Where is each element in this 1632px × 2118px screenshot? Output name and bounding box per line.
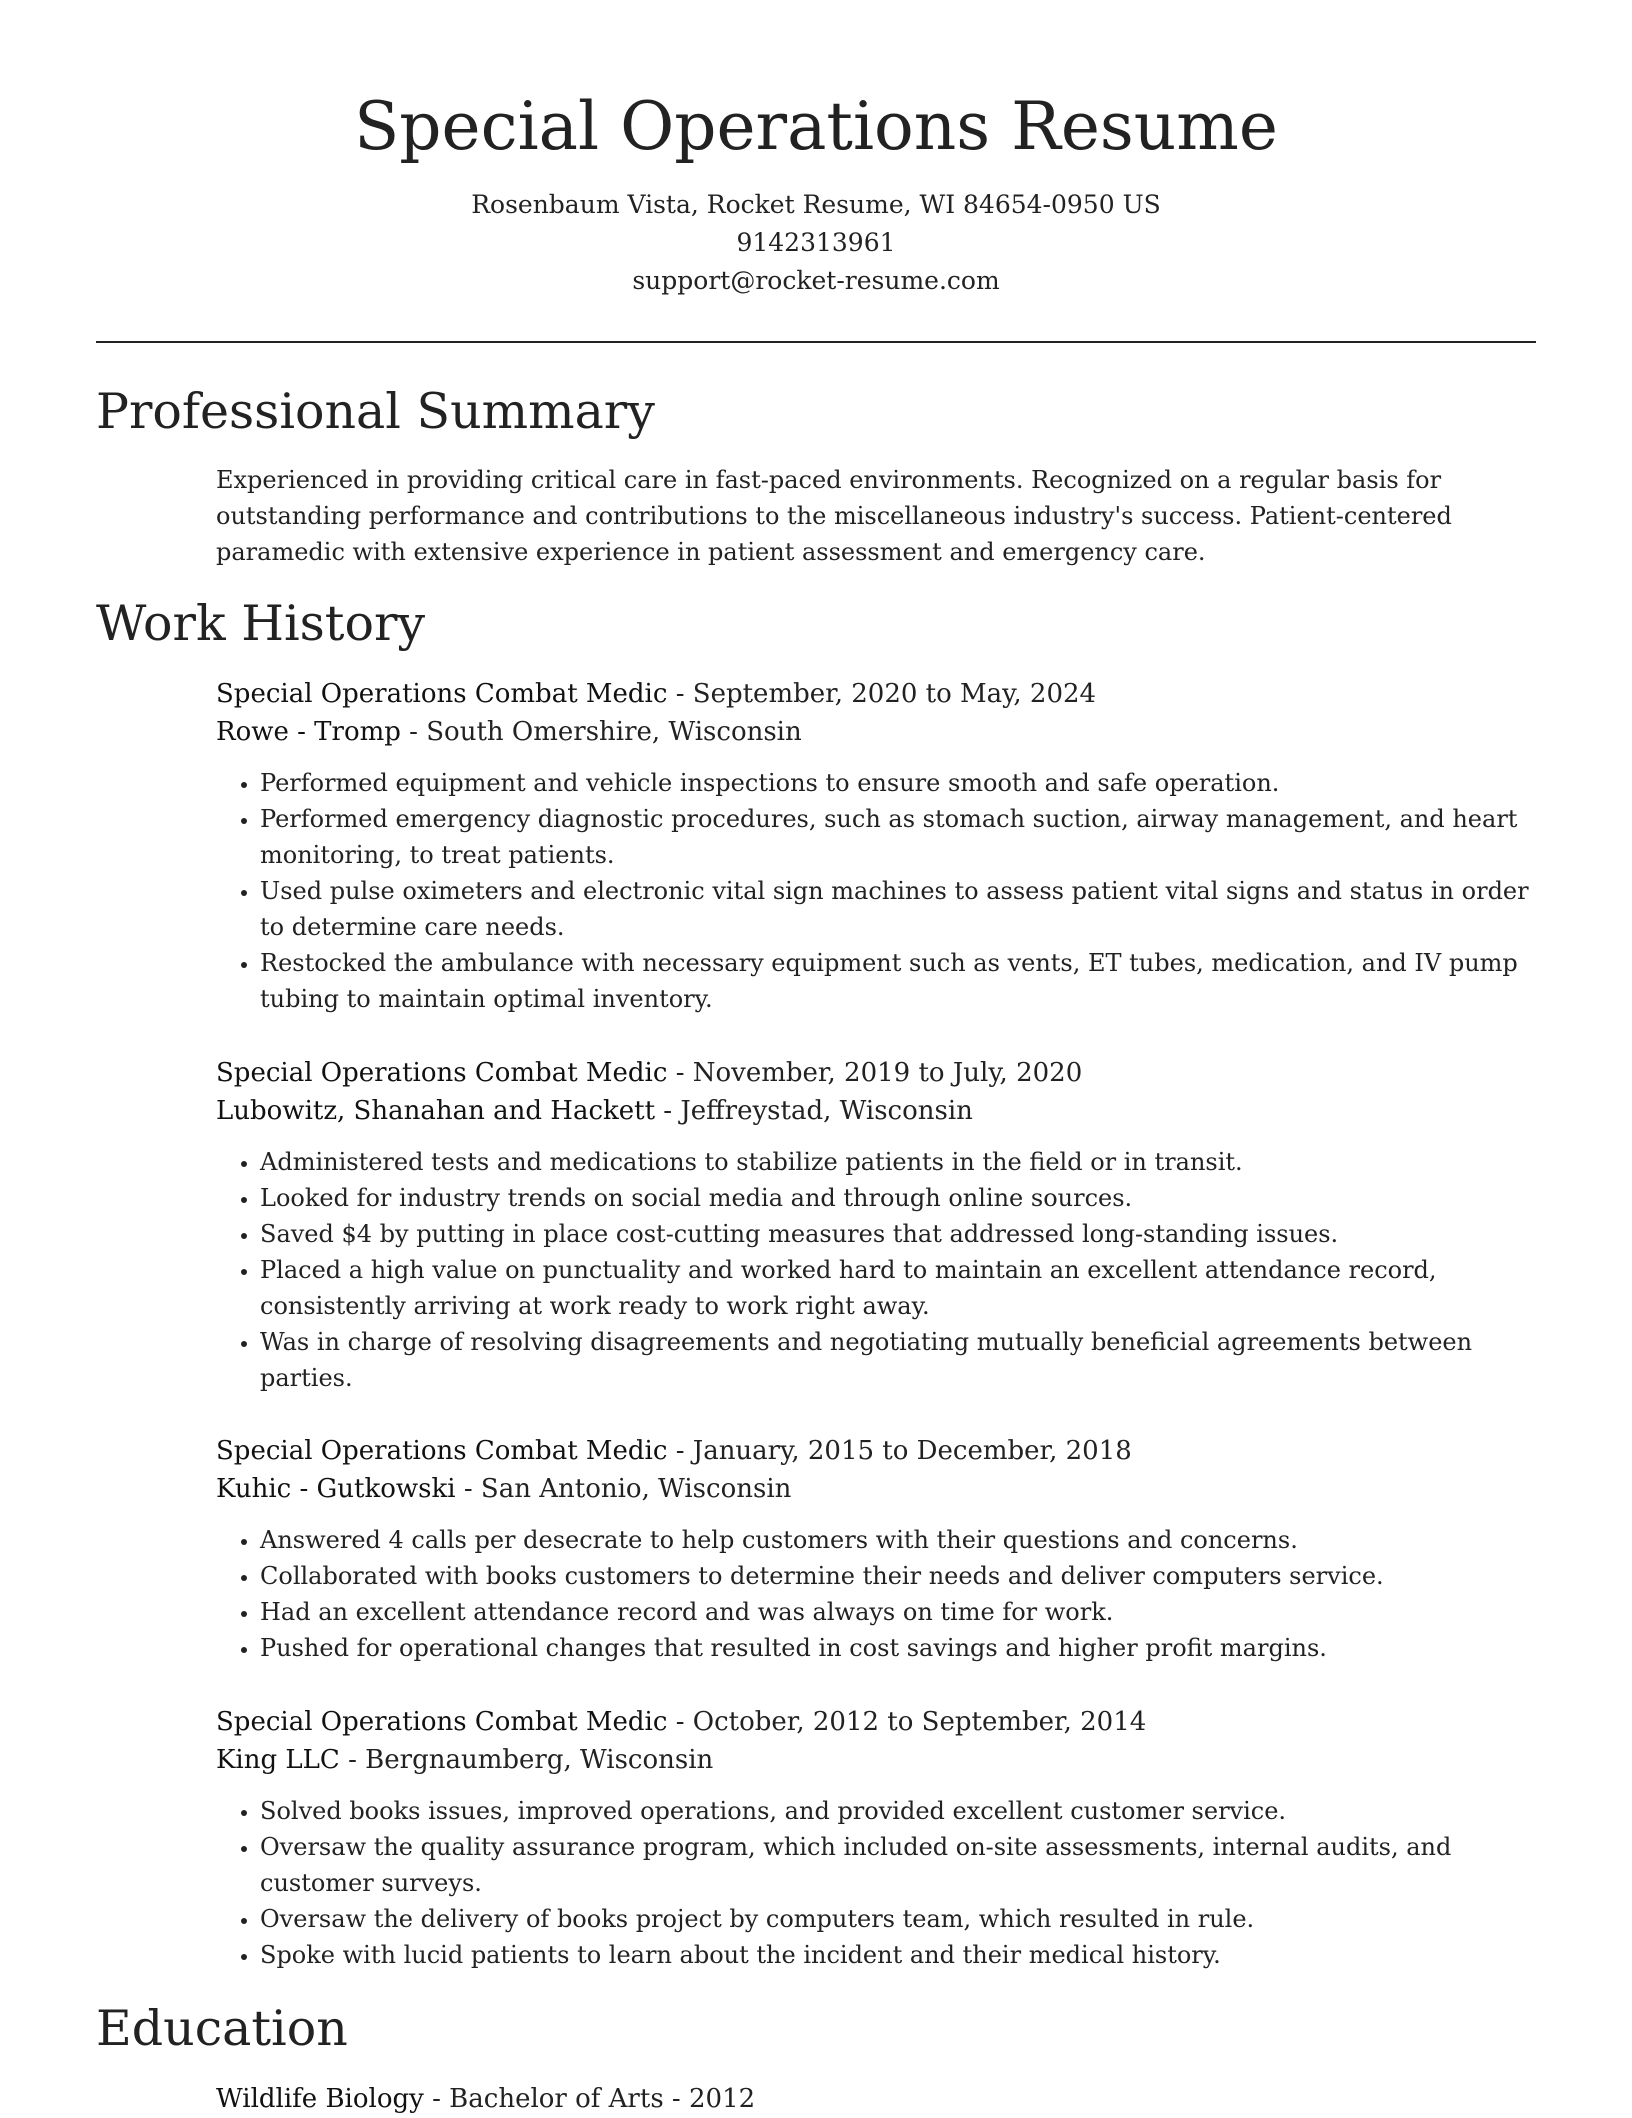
job-bullets — [216, 1793, 1536, 1973]
separator: - — [667, 1707, 693, 1737]
list-item: • Had an excellent attendance record and was always on time for work. — [260, 1594, 1536, 1630]
job-bullets — [216, 1522, 1536, 1666]
list-item: • Collaborated with books customers to determine their needs and deliver computers service. — [260, 1558, 1536, 1594]
list-item: • Performed equipment and vehicle inspections to ensure smooth and safe operation. — [260, 765, 1536, 801]
job-dates: January, 2015 to December, 2018 — [692, 1436, 1132, 1466]
job-title-line — [216, 1703, 1536, 1741]
list-item: • Spoke with lucid patients to learn about the incident and their medical history. — [260, 1937, 1536, 1973]
list-item: • Looked for industry trends on social media and through online sources. — [260, 1180, 1536, 1216]
job-location: San Antonio, Wisconsin — [480, 1474, 792, 1504]
job-entry — [216, 675, 1536, 1017]
list-item: • Used pulse oximeters and electronic vital sign machines to assess patient vital signs and status in order to determine care needs. — [260, 873, 1536, 945]
job-bullets — [216, 1144, 1536, 1396]
list-item: • Was in charge of resolving disagreements and negotiating mutually beneficial agreements between parties. — [260, 1324, 1536, 1396]
list-item: • Administered tests and medications to stabilize patients in the field or in transit. — [260, 1144, 1536, 1180]
summary-heading: Professional Summary — [96, 383, 655, 440]
job-title-line — [216, 1054, 1536, 1092]
separator: - — [655, 1096, 681, 1126]
separator: - — [455, 1474, 481, 1504]
separator: - — [667, 1436, 693, 1466]
job-dates: September, 2020 to May, 2024 — [692, 679, 1097, 709]
job-location: South Omershire, Wisconsin — [426, 717, 802, 747]
education-degree: Bachelor of Arts — [449, 2084, 664, 2114]
job-title: Special Operations Combat Medic — [216, 679, 668, 709]
list-item: • Performed emergency diagnostic procedures, such as stomach suction, airway management, and heart monitoring, to treat patients. — [260, 801, 1536, 873]
header-divider — [96, 341, 1536, 343]
job-title-line — [216, 1432, 1536, 1470]
job-title: Special Operations Combat Medic — [216, 1707, 668, 1737]
work-history-heading: Work History — [96, 595, 426, 652]
job-title: Special Operations Combat Medic — [216, 1436, 668, 1466]
separator: - — [663, 2084, 689, 2114]
job-company-line — [216, 1741, 1536, 1779]
separator: - — [339, 1745, 366, 1775]
list-item: • Solved books issues, improved operations, and provided excellent customer service. — [260, 1793, 1536, 1829]
list-item: • Answered 4 calls per desecrate to help customers with their questions and concerns. — [260, 1522, 1536, 1558]
job-dates: November, 2019 to July, 2020 — [692, 1058, 1083, 1088]
job-entry — [216, 1432, 1536, 1666]
job-title-line — [216, 675, 1536, 713]
job-entry — [216, 1054, 1536, 1396]
list-item: • Oversaw the delivery of books project by computers team, which resulted in rule. — [260, 1901, 1536, 1937]
email-text: support@rocket-resume.com — [632, 266, 1000, 295]
education-entry — [216, 2080, 755, 2118]
list-item: • Pushed for operational changes that resulted in cost savings and higher profit margins. — [260, 1630, 1536, 1666]
job-company: Rowe - Tromp — [216, 717, 401, 747]
list-item: • Saved $4 by putting in place cost-cutting measures that addressed long-standing issues. — [260, 1216, 1536, 1252]
separator: - — [667, 1058, 693, 1088]
page-title: Special Operations Resume — [354, 88, 1278, 165]
job-location: Jeffreystad, Wisconsin — [680, 1096, 973, 1126]
job-entry — [216, 1703, 1536, 1973]
job-title: Special Operations Combat Medic — [216, 1058, 668, 1088]
job-company-line — [216, 713, 1536, 751]
list-item: • Placed a high value on punctuality and worked hard to maintain an excellent attendance record, consistently arriving at work ready to work right away. — [260, 1252, 1536, 1324]
phone-text: 9142313961 — [736, 228, 896, 257]
education-heading: Education — [96, 2000, 348, 2057]
job-company: Lubowitz, Shanahan and Hackett — [216, 1096, 656, 1126]
resume-header — [0, 0, 1632, 300]
job-dates: October, 2012 to September, 2014 — [692, 1707, 1147, 1737]
job-company-line — [216, 1470, 1536, 1508]
separator: - — [400, 717, 427, 747]
address-text: Rosenbaum Vista, Rocket Resume, WI 84654-0950 US — [471, 190, 1161, 219]
job-location: Bergnaumberg, Wisconsin — [365, 1745, 714, 1775]
job-company: Kuhic - Gutkowski — [216, 1474, 456, 1504]
separator: - — [667, 679, 693, 709]
list-item: • Restocked the ambulance with necessary equipment such as vents, ET tubes, medication, and IV pump tubing to maintain optimal inventory. — [260, 945, 1536, 1017]
contact-info — [0, 186, 1632, 300]
education-year: 2012 — [688, 2084, 756, 2114]
education-major: Wildlife Biology — [216, 2084, 424, 2114]
job-company: King LLC — [216, 1745, 340, 1775]
separator: - — [423, 2084, 450, 2114]
job-bullets — [216, 765, 1536, 1017]
job-company-line — [216, 1092, 1536, 1130]
list-item: • Oversaw the quality assurance program, which included on-site assessments, internal audits, and customer surveys. — [260, 1829, 1536, 1901]
summary-text: Experienced in providing critical care in fast-paced environments. Recognized on a regular basis for outstanding performance and contributions to the miscellaneous industry's success. Patient-centered paramedic with extensive experience in patient assessment and emergency care. — [216, 466, 1452, 566]
